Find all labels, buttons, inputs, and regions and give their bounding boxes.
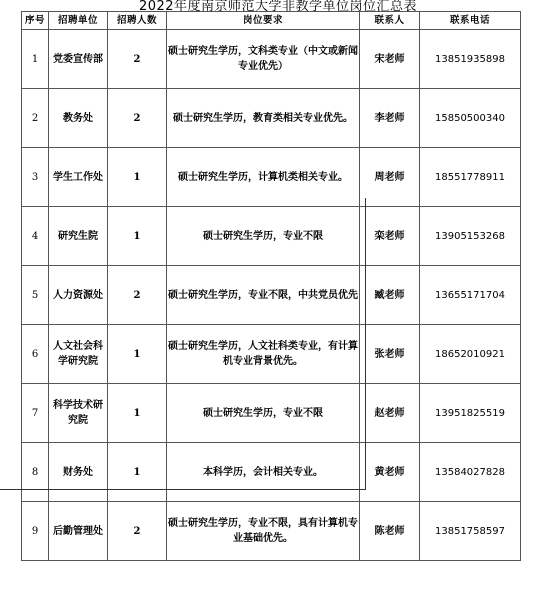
table-row	[22, 502, 521, 561]
cell-contact: 赵老师	[360, 384, 420, 443]
cell-contact: 周老师	[360, 148, 420, 207]
table-row	[22, 325, 521, 384]
table-row	[22, 148, 521, 207]
cell-requirement: 硕士研究生学历，专业不限	[167, 207, 360, 266]
cell-requirement: 硕士研究生学历，计算机类相关专业。	[167, 148, 360, 207]
cell-phone: 13584027828	[420, 443, 521, 502]
header-count: 招聘人数	[108, 12, 167, 30]
cell-unit: 人力资源处	[49, 266, 108, 325]
cell-requirement: 硕士研究生学历，专业不限	[167, 384, 360, 443]
cell-count: 1	[108, 443, 167, 502]
cell-phone: 13851935898	[420, 30, 521, 89]
cell-unit: 后勤管理处	[49, 502, 108, 561]
cell-requirement: 硕士研究生学历，教育类相关专业优先。	[167, 89, 360, 148]
cell-contact: 陈老师	[360, 502, 420, 561]
cell-no: 5	[22, 266, 49, 325]
cell-count: 2	[108, 30, 167, 89]
cell-no: 9	[22, 502, 49, 561]
cell-requirement: 硕士研究生学历，文科类专业（中文或新闻专业优先）	[167, 30, 360, 89]
cell-contact: 李老师	[360, 89, 420, 148]
table-row	[22, 443, 521, 502]
cell-contact: 黄老师	[360, 443, 420, 502]
cell-unit: 财务处	[49, 443, 108, 502]
header-requirement: 岗位要求	[167, 12, 360, 30]
document-title: 2022年度南京师范大学非教学单位岗位汇总表	[138, 0, 418, 14]
cell-count: 1	[108, 325, 167, 384]
cell-count: 1	[108, 384, 167, 443]
cell-phone: 13905153268	[420, 207, 521, 266]
cell-no: 1	[22, 30, 49, 89]
cell-phone: 13851758597	[420, 502, 521, 561]
cell-unit: 党委宣传部	[49, 30, 108, 89]
cell-count: 1	[108, 148, 167, 207]
cell-contact: 臧老师	[360, 266, 420, 325]
cell-no: 6	[22, 325, 49, 384]
cell-unit: 学生工作处	[49, 148, 108, 207]
table-header-row	[22, 12, 521, 30]
table-row	[22, 266, 521, 325]
cell-count: 2	[108, 89, 167, 148]
cell-phone: 13951825519	[420, 384, 521, 443]
cell-count: 2	[108, 266, 167, 325]
cell-unit: 人文社会科学研究院	[49, 325, 108, 384]
cell-unit: 研究生院	[49, 207, 108, 266]
cell-no: 2	[22, 89, 49, 148]
header-unit: 招聘单位	[49, 12, 108, 30]
cell-phone: 18652010921	[420, 325, 521, 384]
cell-unit: 科学技术研究院	[49, 384, 108, 443]
cell-phone: 15850500340	[420, 89, 521, 148]
cell-no: 8	[22, 443, 49, 502]
header-phone: 联系电话	[420, 12, 521, 30]
cell-requirement: 硕士研究生学历，专业不限，中共党员优先	[167, 266, 360, 325]
cell-unit: 教务处	[49, 89, 108, 148]
cell-requirement: 本科学历，会计相关专业。	[167, 443, 360, 502]
cell-contact: 宋老师	[360, 30, 420, 89]
table-row	[22, 89, 521, 148]
cell-contact: 栾老师	[360, 207, 420, 266]
cell-requirement: 硕士研究生学历，人文社科类专业，有计算机专业背景优先。	[167, 325, 360, 384]
cell-requirement: 硕士研究生学历，专业不限，具有计算机专业基础优先。	[167, 502, 360, 561]
header-no: 序号	[22, 12, 49, 30]
cell-count: 1	[108, 207, 167, 266]
header-contact: 联系人	[360, 12, 420, 30]
cell-no: 3	[22, 148, 49, 207]
table-row	[22, 384, 521, 443]
cell-phone: 13655171704	[420, 266, 521, 325]
cell-phone: 18551778911	[420, 148, 521, 207]
cell-contact: 张老师	[360, 325, 420, 384]
stray-vertical-line	[365, 198, 366, 490]
positions-table	[21, 11, 521, 561]
cell-no: 4	[22, 207, 49, 266]
table-row	[22, 30, 521, 89]
cell-count: 2	[108, 502, 167, 561]
table-row	[22, 207, 521, 266]
cell-no: 7	[22, 384, 49, 443]
stray-horizontal-line	[0, 489, 366, 490]
